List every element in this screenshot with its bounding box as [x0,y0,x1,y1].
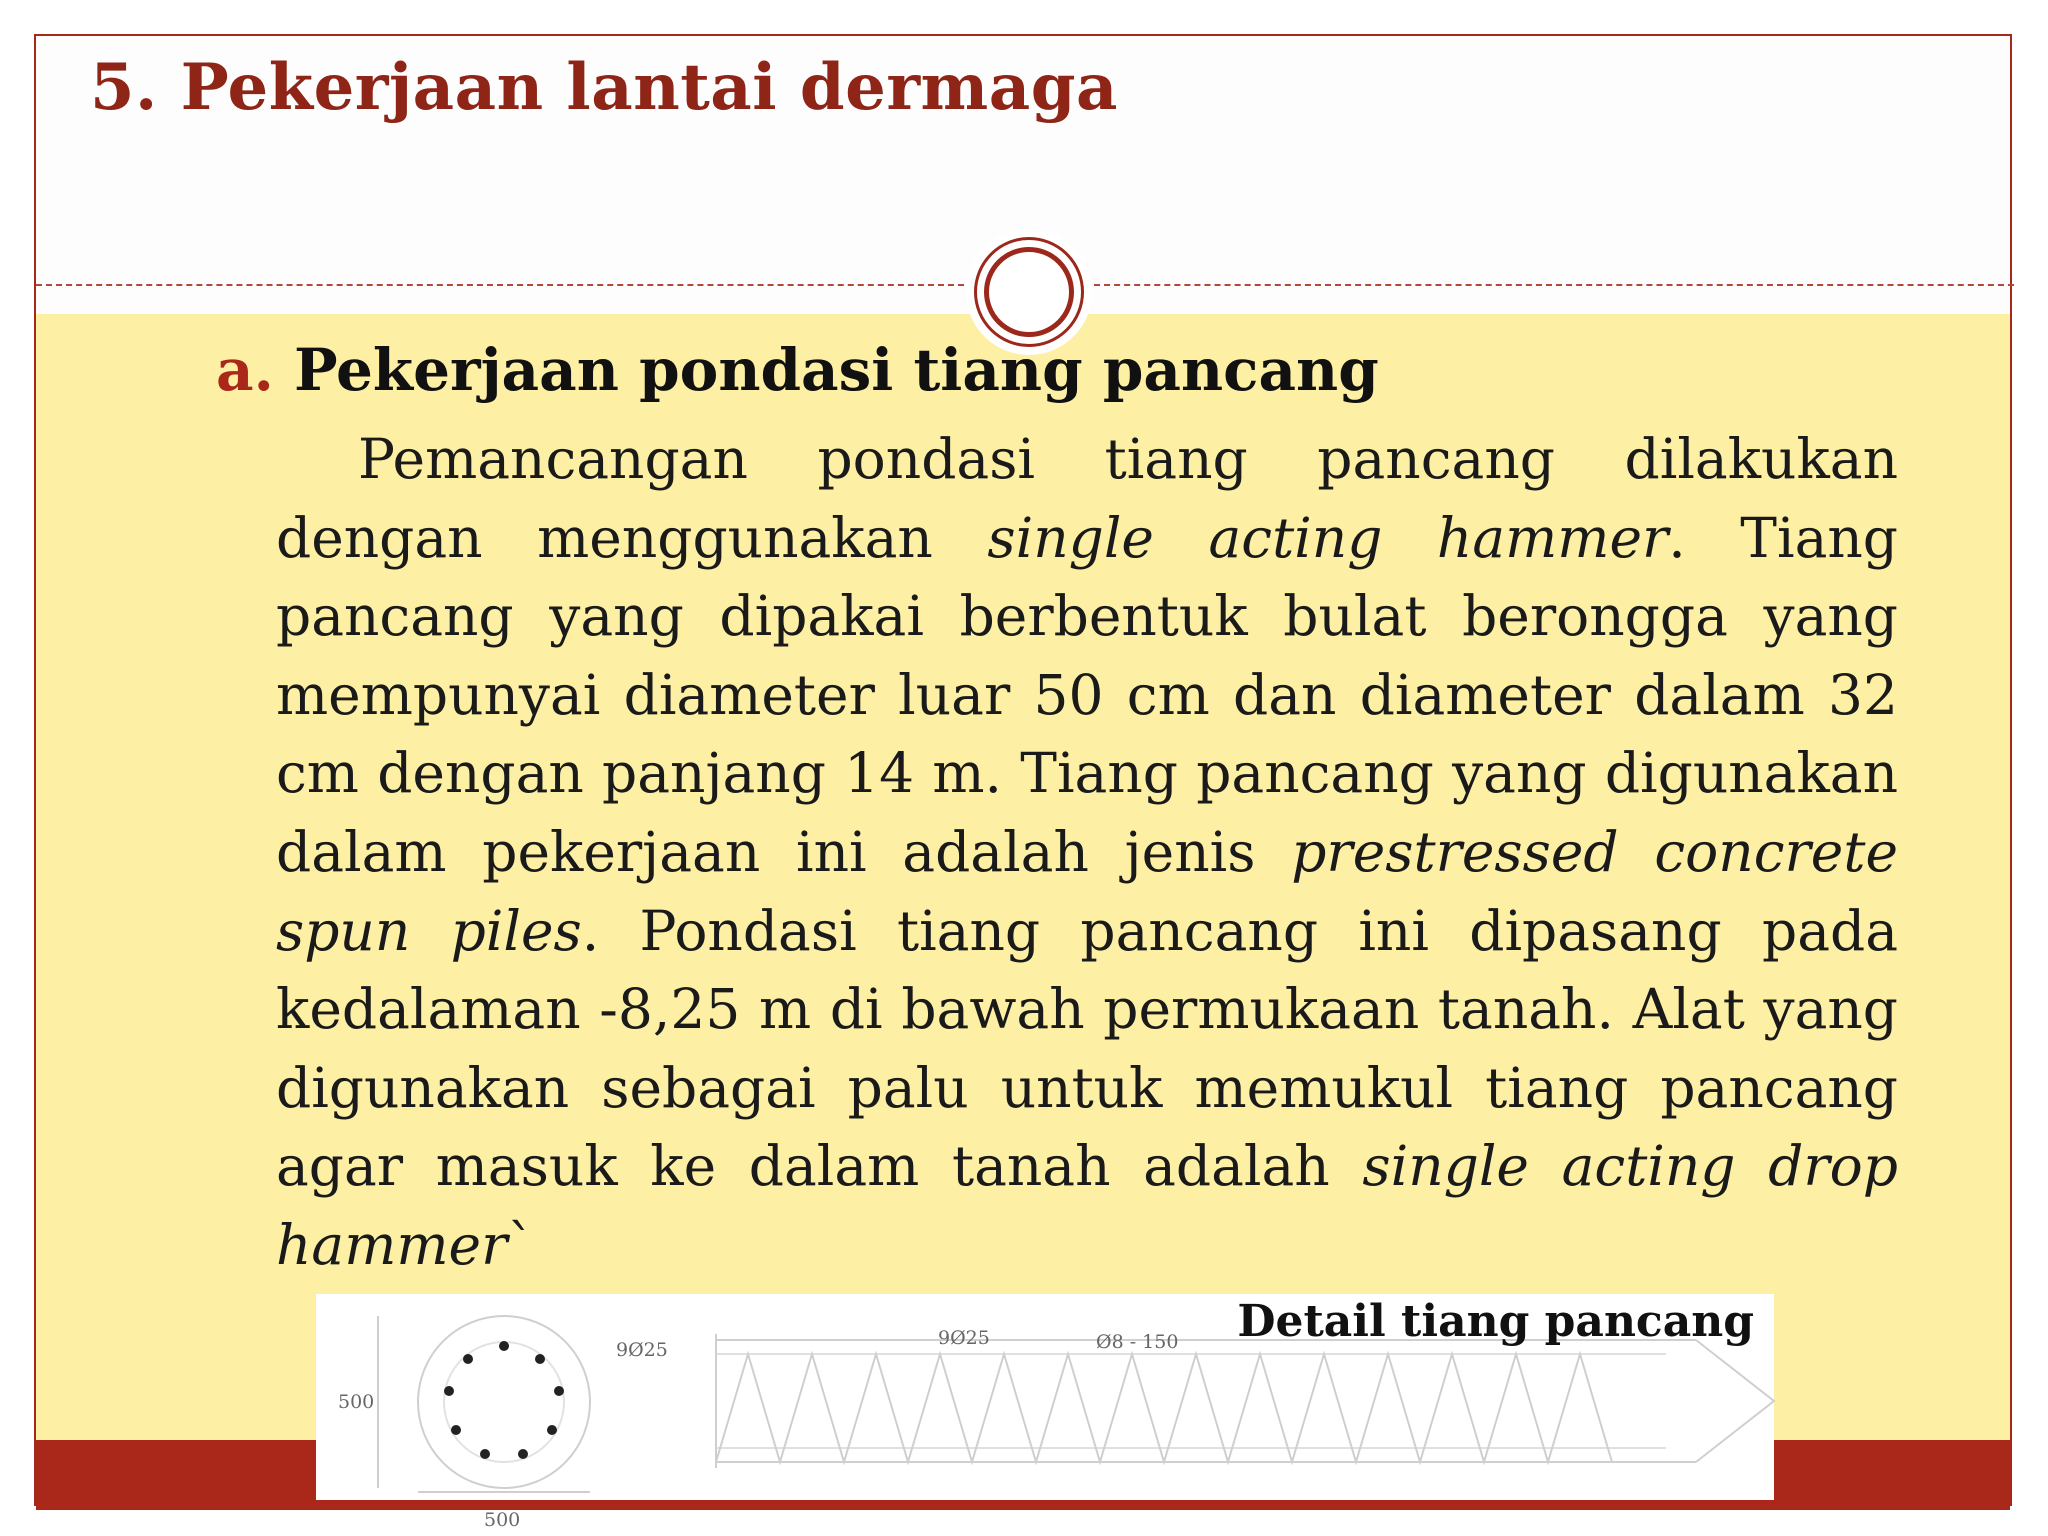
emphasized-term: prestressed concrete spun piles [276,819,1898,963]
section-title: Pekerjaan pondasi tiang pancang [273,336,1379,404]
divider-right [1094,284,2014,286]
spiral-label: Ø8 - 150 [1096,1331,1179,1353]
width-dimension-label: 500 [484,1509,521,1531]
paragraph-text: . Tiang pancang yang dipakai berbentuk bulat berongga yang mempunyai diameter luar 50 cm dan diameter dalam 32 cm dengan panjang 14 m. Tiang pancang yang digunakan dalam pekerjaan ini adalah jenis [276,505,1899,884]
rebar-side-label: 9Ø25 [938,1327,990,1349]
height-dimension-label: 500 [338,1391,375,1413]
slide-title: 5. Pekerjaan lantai dermaga [90,50,1118,125]
pile-tip [1696,1340,1774,1462]
rebar-section-label: 9Ø25 [616,1339,668,1361]
section-heading [216,336,1379,404]
section-marker: a. [216,336,274,404]
rebar-dot [518,1449,528,1459]
spiral-stirrup [716,1354,1612,1462]
figure-caption: Detail tiang pancang [1237,1296,1754,1347]
rebar-dot [547,1425,557,1435]
body-paragraph [276,420,1898,1285]
rebar-dot [463,1354,473,1364]
pile-detail-figure [316,1294,1774,1531]
emphasized-term: single acting hammer [987,505,1669,570]
rebar-dot [480,1449,490,1459]
slide-frame [34,34,2012,1531]
rebar-dot [554,1386,564,1396]
ornament-ring-inner [984,247,1074,337]
paragraph-text: . Pondasi tiang pancang ini dipasang pada kedalaman -8,25 m di bawah permukaan tanah. Alat yang digunakan sebagai palu untuk memukul tiang pancang agar masuk ke dalam tanah adalah [276,898,1898,1199]
rebar-dot [535,1354,545,1364]
rebar-dot [499,1341,509,1351]
rebar-dot [444,1386,454,1396]
rebar-dot [451,1425,461,1435]
paragraph-text: Pemancangan pondasi tiang pancang dilakukan dengan menggunakan [276,427,1898,570]
pile-section-inner [444,1342,564,1462]
divider-left [36,284,964,286]
paragraph-text: ` [507,1212,535,1277]
emphasized-term: single acting drop hammer [276,1134,1898,1277]
